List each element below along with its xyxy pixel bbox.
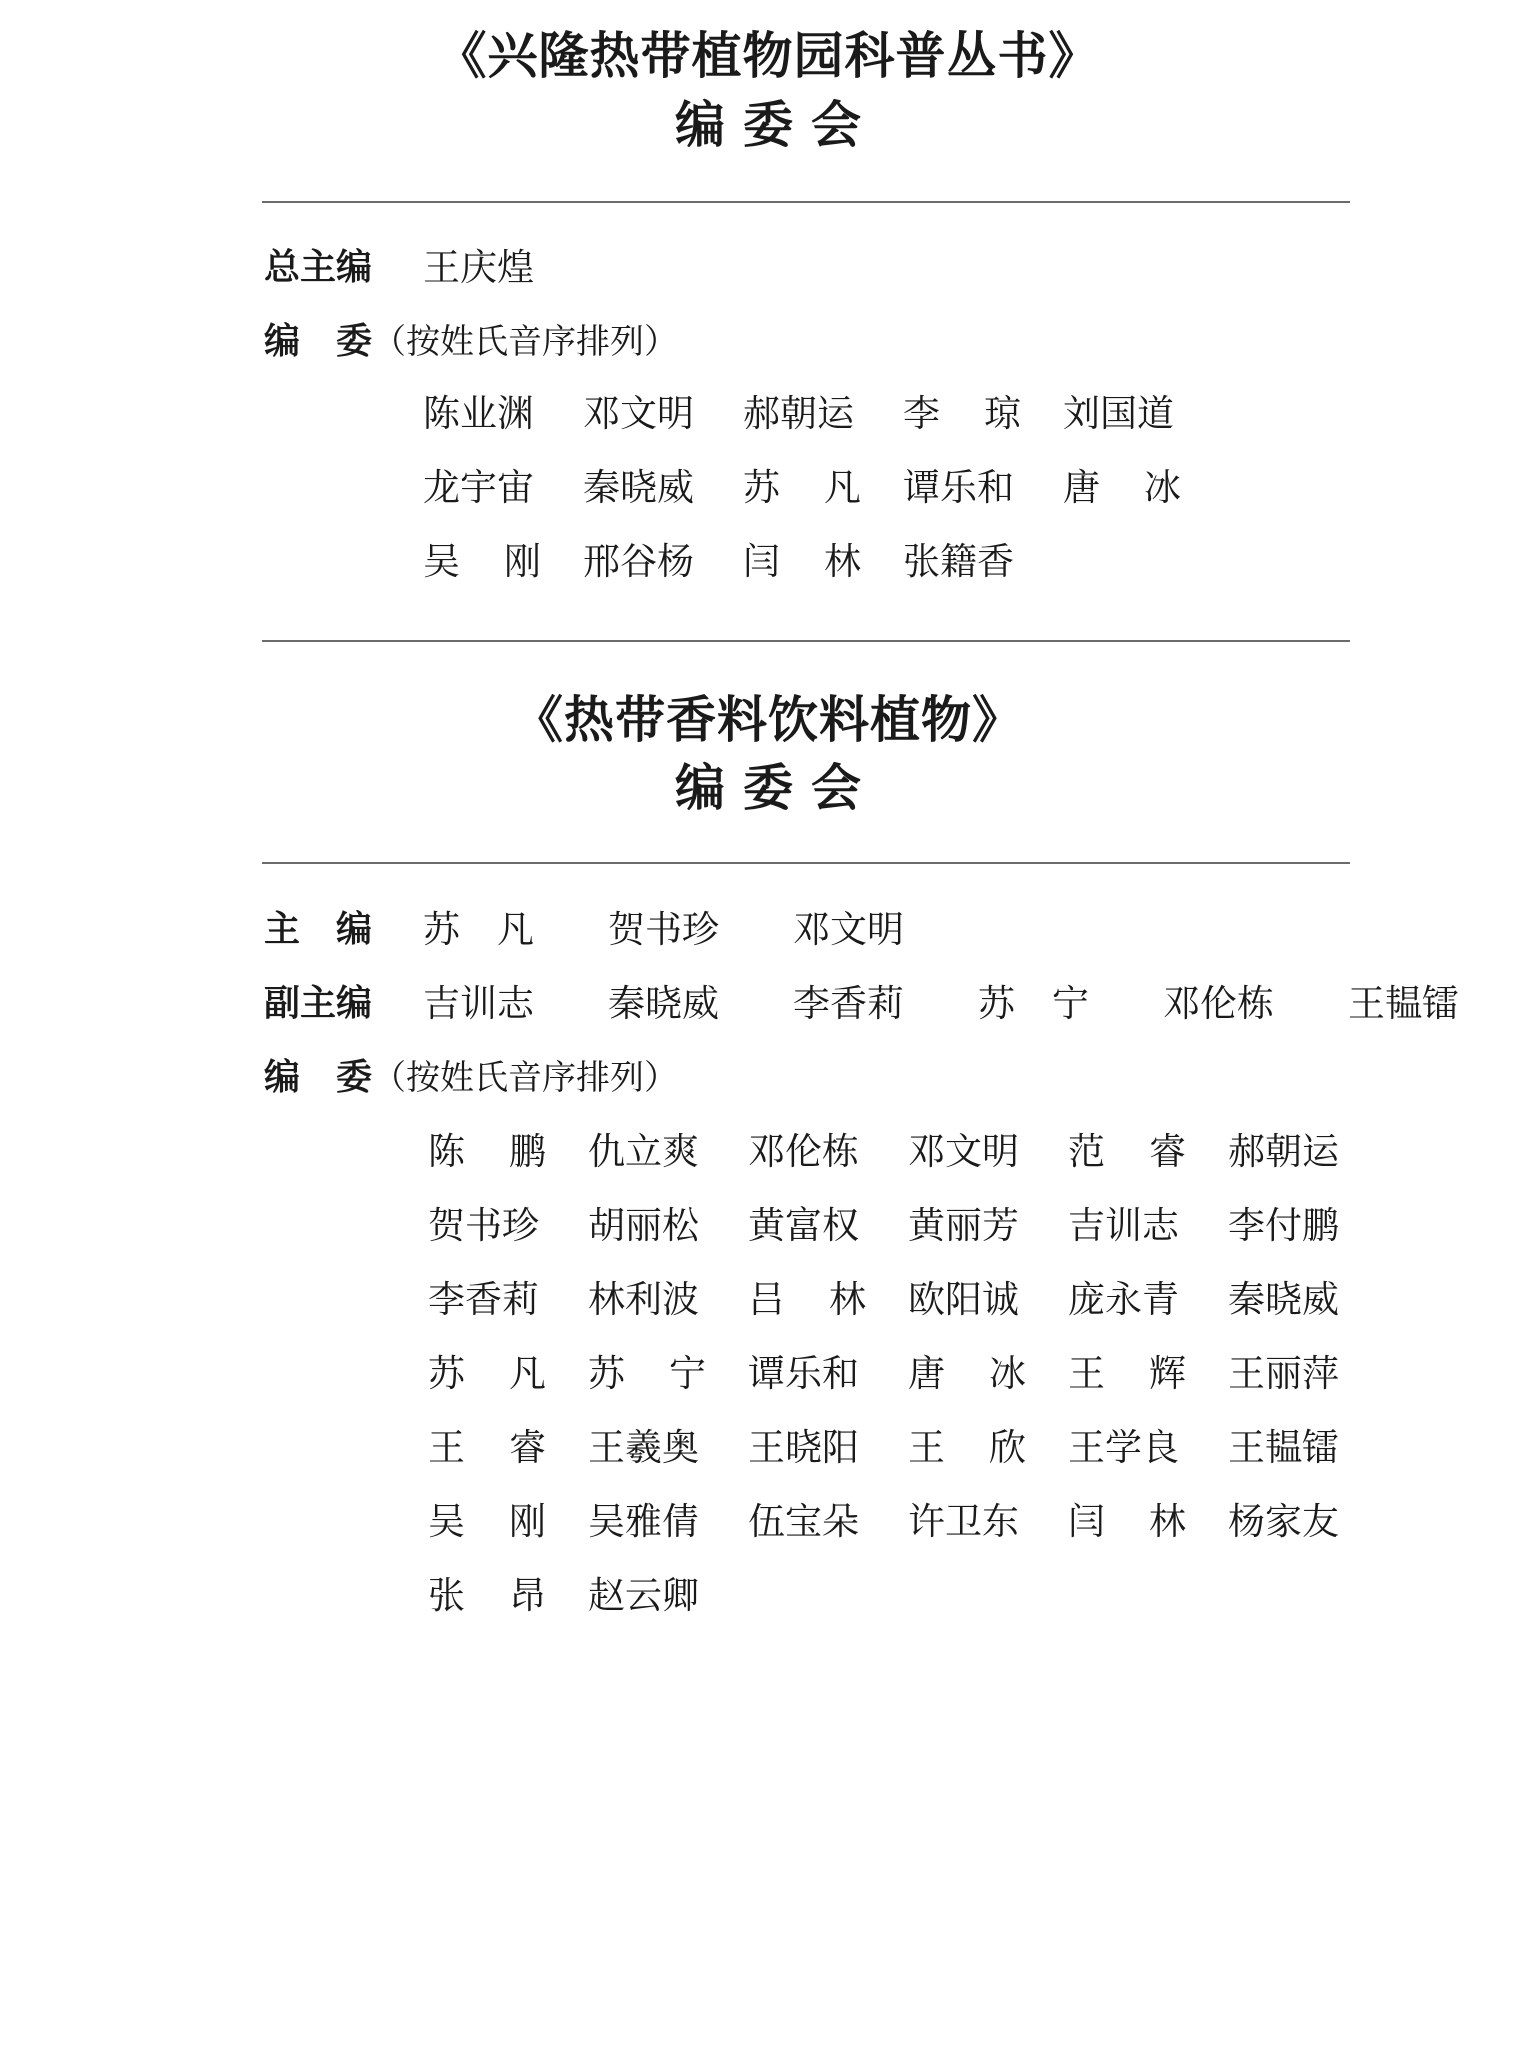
member-name: 王羲奥: [588, 1426, 699, 1469]
member-name: 秦晓威: [1228, 1278, 1339, 1321]
member-name: 秦晓威: [583, 466, 694, 509]
member-name: 苏 凡: [428, 1352, 546, 1395]
member-name: 黄丽芳: [908, 1204, 1019, 1247]
book-title: 《热带香料饮料植物》: [513, 691, 1023, 749]
member-name: 唐 冰: [908, 1352, 1026, 1395]
book-committee-heading: 编委会: [675, 759, 879, 817]
member-name: 王学良: [1068, 1426, 1179, 1469]
member-name: 王韫镭: [1228, 1426, 1339, 1469]
member-name: 吴雅倩: [588, 1500, 699, 1543]
member-name: 邓文明: [908, 1130, 1019, 1173]
member-name: 吉训志: [1068, 1204, 1179, 1247]
member-name: 庞永青: [1068, 1278, 1179, 1321]
series-title: 《兴隆热带植物园科普丛书》: [436, 27, 1100, 85]
book-members-note: （按姓氏音序排列）: [372, 1058, 679, 1098]
member-name: 苏 宁: [588, 1352, 706, 1395]
member-name: 吴 刚: [428, 1500, 546, 1543]
member-name: 许卫东: [908, 1500, 1019, 1543]
member-name: 王晓阳: [748, 1426, 859, 1469]
member-name: 张籍香: [903, 540, 1014, 583]
member-name: 邓文明: [583, 392, 694, 435]
member-name: 闫 林: [1068, 1500, 1186, 1543]
member-name: 刘国道: [1063, 392, 1174, 435]
editor-label: 主 编: [264, 909, 373, 950]
member-name: 伍宝朵: [748, 1500, 859, 1543]
series-members-heading: [264, 320, 678, 364]
member-name: 黄富权: [748, 1204, 859, 1247]
divider-middle: [262, 640, 1350, 642]
chief-editor-label: 总主编: [264, 247, 373, 288]
member-name: 李 琼: [903, 392, 1021, 435]
member-name: 吴 刚: [423, 540, 541, 583]
member-name: 龙宇宙: [423, 466, 534, 509]
chief-editor-name: 王庆煌: [423, 246, 534, 289]
series-members-label: 编 委: [264, 321, 373, 362]
member-name: 邢谷杨: [583, 540, 694, 583]
series-members-list: [423, 392, 1223, 584]
member-name: 郝朝运: [1228, 1130, 1339, 1173]
editor-names: 苏 凡 贺书珍 邓文明: [423, 908, 904, 951]
member-name: 仇立爽: [588, 1130, 699, 1173]
member-name: 吕 林: [748, 1278, 866, 1321]
member-name: 林利波: [588, 1278, 699, 1321]
member-name: 胡丽松: [588, 1204, 699, 1247]
member-name: 郝朝运: [743, 392, 854, 435]
member-name: 王 辉: [1068, 1352, 1186, 1395]
member-name: 陈业渊: [423, 392, 534, 435]
member-name: 邓伦栋: [748, 1130, 859, 1173]
divider-top: [262, 201, 1350, 203]
book-members-list: [428, 1130, 1388, 1618]
divider-bottom: [262, 862, 1350, 864]
series-committee-heading: 编委会: [675, 96, 879, 154]
book-members-heading: [264, 1056, 678, 1100]
member-name: 欧阳诚: [908, 1278, 1019, 1321]
member-name: 王丽萍: [1228, 1352, 1339, 1395]
member-name: 赵云卿: [588, 1574, 699, 1617]
book-members-label: 编 委: [264, 1057, 373, 1098]
member-name: 贺书珍: [428, 1204, 539, 1247]
member-name: 王 睿: [428, 1426, 546, 1469]
member-name: 谭乐和: [903, 466, 1014, 509]
deputy-editor-label: 副主编: [264, 983, 373, 1024]
member-name: 王 欣: [908, 1426, 1026, 1469]
member-name: 陈 鹏: [428, 1130, 546, 1173]
member-name: 闫 林: [743, 540, 861, 583]
member-name: 苏 凡: [743, 466, 861, 509]
member-name: 李香莉: [428, 1278, 539, 1321]
member-name: 唐 冰: [1063, 466, 1181, 509]
deputy-editor-names: 吉训志 秦晓威 李香莉 苏 宁 邓伦栋 王韫镭: [423, 982, 1459, 1025]
member-name: 谭乐和: [748, 1352, 859, 1395]
member-name: 张 昂: [428, 1574, 546, 1617]
member-name: 杨家友: [1228, 1500, 1339, 1543]
member-name: 范 睿: [1068, 1130, 1186, 1173]
member-name: 李付鹏: [1228, 1204, 1339, 1247]
series-members-note: （按姓氏音序排列）: [372, 322, 679, 362]
